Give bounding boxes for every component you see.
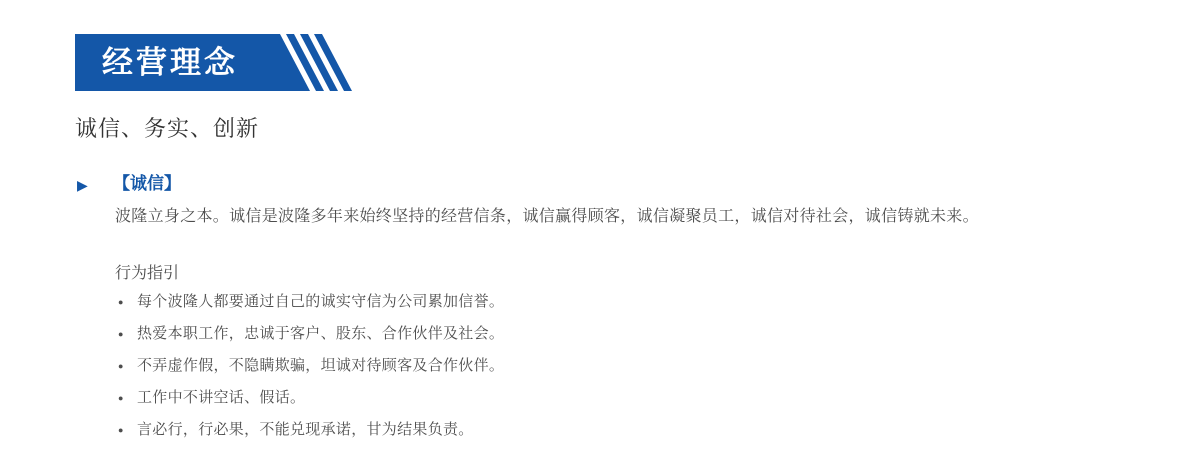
guideline-text: 言必行，行必果，不能兑现承诺，甘为结果负责。 bbox=[137, 421, 474, 439]
subsection-header bbox=[75, 174, 1200, 194]
bullet-dot-icon: ● bbox=[118, 329, 124, 340]
bullet-dot-icon: ● bbox=[118, 361, 124, 372]
behavior-guide-title: 行为指引 bbox=[115, 264, 180, 282]
guideline-text: 工作中不讲空话、假话。 bbox=[137, 389, 306, 407]
guideline-list bbox=[115, 294, 1200, 438]
guideline-item bbox=[115, 422, 1200, 438]
guideline-item bbox=[115, 358, 1200, 374]
subsection-content bbox=[115, 207, 1200, 439]
arrow-right-icon: ▶ bbox=[77, 176, 88, 193]
bullet-dot-icon: ● bbox=[118, 425, 124, 436]
banner-title: 经营理念 bbox=[102, 45, 238, 80]
guideline-item bbox=[115, 390, 1200, 406]
guideline-text: 不弄虚作假，不隐瞒欺骗，坦诚对待顾客及合作伙伴。 bbox=[137, 357, 505, 375]
guideline-text: 每个波隆人都要通过自己的诚实守信为公司累加信誉。 bbox=[137, 293, 505, 311]
guideline-item bbox=[115, 326, 1200, 342]
bullet-dot-icon: ● bbox=[118, 297, 124, 308]
guideline-item bbox=[115, 294, 1200, 310]
subsection-body-text: 波隆立身之本。诚信是波隆多年来始终坚持的经营信条，诚信赢得顾客，诚信凝聚员工，诚信对待社会，诚信铸就未来。 bbox=[115, 207, 979, 225]
values-heading: 诚信、务实、创新 bbox=[75, 116, 260, 141]
subsection-title: 【诚信】 bbox=[113, 174, 181, 194]
bullet-dot-icon: ● bbox=[118, 393, 124, 404]
section-banner bbox=[75, 34, 355, 91]
guideline-text: 热爱本职工作，忠诚于客户、股东、合作伙伴及社会。 bbox=[137, 325, 505, 343]
